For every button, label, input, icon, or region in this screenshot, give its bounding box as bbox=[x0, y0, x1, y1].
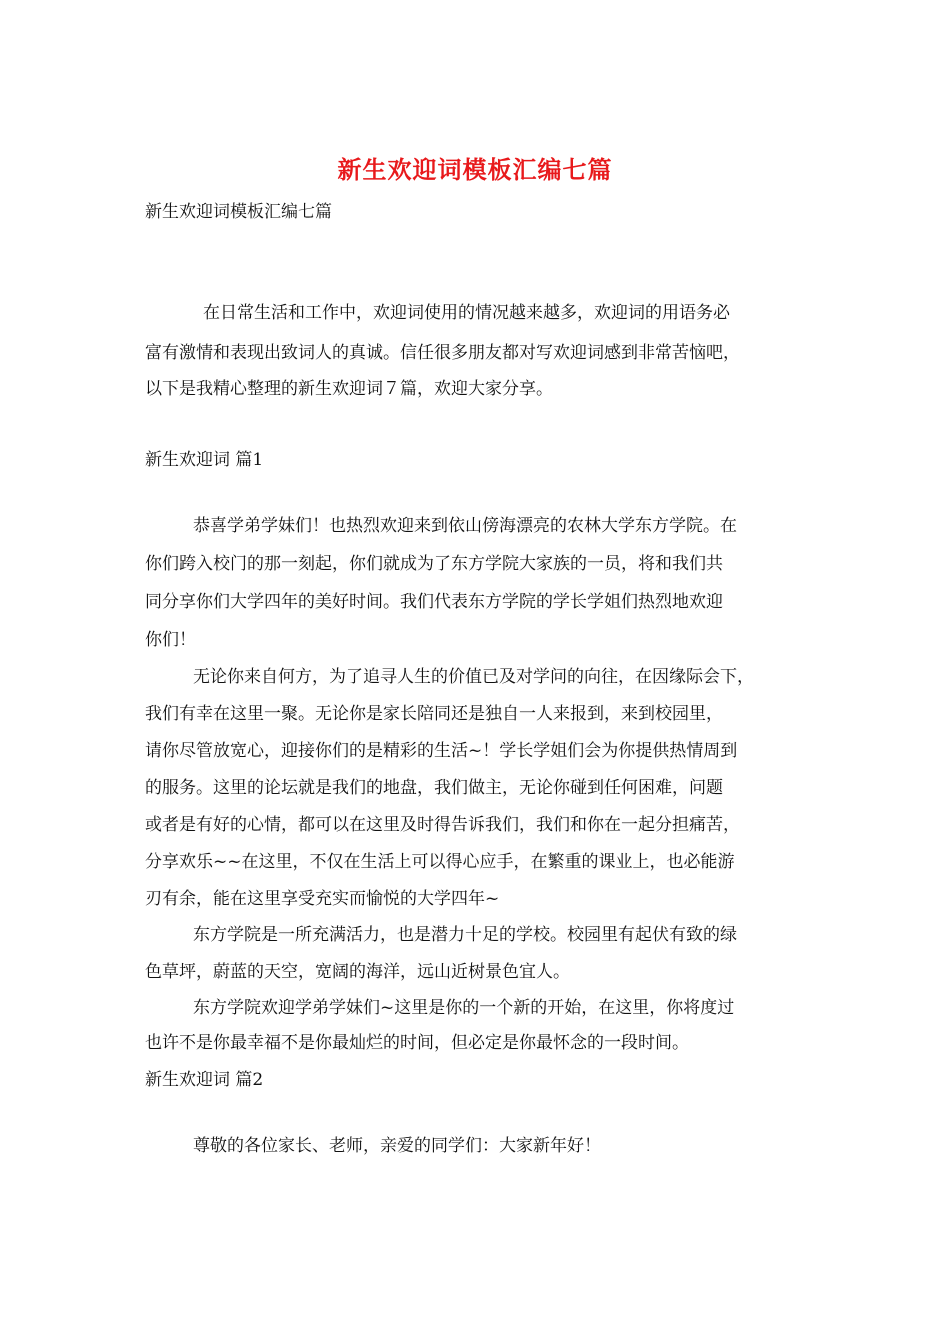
paragraph-line: 无论你来自何方，为了追寻人生的价值已及对学问的向往，在因缘际会下， bbox=[193, 667, 754, 687]
paragraph-line: 恭喜学弟学妹们！也热烈欢迎来到依山傍海漂亮的农林大学东方学院。在 bbox=[193, 516, 737, 536]
document-subtitle: 新生欢迎词模板汇编七篇 bbox=[145, 202, 332, 222]
paragraph-line: 或者是有好的心情，都可以在这里及时得告诉我们，我们和你在一起分担痛苦， bbox=[145, 815, 740, 835]
paragraph-line: 东方学院欢迎学弟学妹们~这里是你的一个新的开始，在这里，你将度过 bbox=[193, 998, 735, 1018]
paragraph-line: 我们有幸在这里一聚。无论你是家长陪同还是独自一人来报到，来到校园里， bbox=[145, 704, 723, 724]
paragraph-line: 同分享你们大学四年的美好时间。我们代表东方学院的学长学姐们热烈地欢迎 bbox=[145, 592, 723, 612]
paragraph-line: 东方学院是一所充满活力，也是潜力十足的学校。校园里有起伏有致的绿 bbox=[193, 925, 737, 945]
paragraph-line: 也许不是你最幸福不是你最灿烂的时间，但必定是你最怀念的一段时间。 bbox=[145, 1033, 689, 1053]
section-heading: 新生欢迎词 篇2 bbox=[145, 1070, 264, 1090]
paragraph-line: 的服务。这里的论坛就是我们的地盘，我们做主，无论你碰到任何困难，问题 bbox=[145, 778, 723, 798]
document-title: 新生欢迎词模板汇编七篇 bbox=[337, 155, 613, 184]
section-heading: 新生欢迎词 篇1 bbox=[145, 450, 264, 470]
paragraph-line: 你们！ bbox=[145, 630, 196, 650]
paragraph-line: 请你尽管放宽心，迎接你们的是精彩的生活~！学长学姐们会为你提供热情周到 bbox=[145, 741, 738, 761]
paragraph-line: 你们跨入校门的那一刻起，你们就成为了东方学院大家族的一员，将和我们共 bbox=[145, 554, 723, 574]
intro-line: 以下是我精心整理的新生欢迎词７篇，欢迎大家分享。 bbox=[145, 379, 553, 399]
paragraph-line: 尊敬的各位家长、老师，亲爱的同学们：大家新年好！ bbox=[193, 1136, 601, 1156]
paragraph-line: 刃有余，能在这里享受充实而愉悦的大学四年~ bbox=[145, 889, 500, 909]
intro-line: 在日常生活和工作中，欢迎词使用的情况越来越多，欢迎词的用语务必 bbox=[203, 303, 730, 323]
intro-line: 富有激情和表现出致词人的真诚。信任很多朋友都对写欢迎词感到非常苦恼吧， bbox=[145, 343, 740, 363]
paragraph-line: 分享欢乐~~在这里，不仅在生活上可以得心应手，在繁重的课业上，也必能游 bbox=[145, 852, 735, 872]
paragraph-line: 色草坪，蔚蓝的天空，宽阔的海洋，远山近树景色宜人。 bbox=[145, 962, 570, 982]
